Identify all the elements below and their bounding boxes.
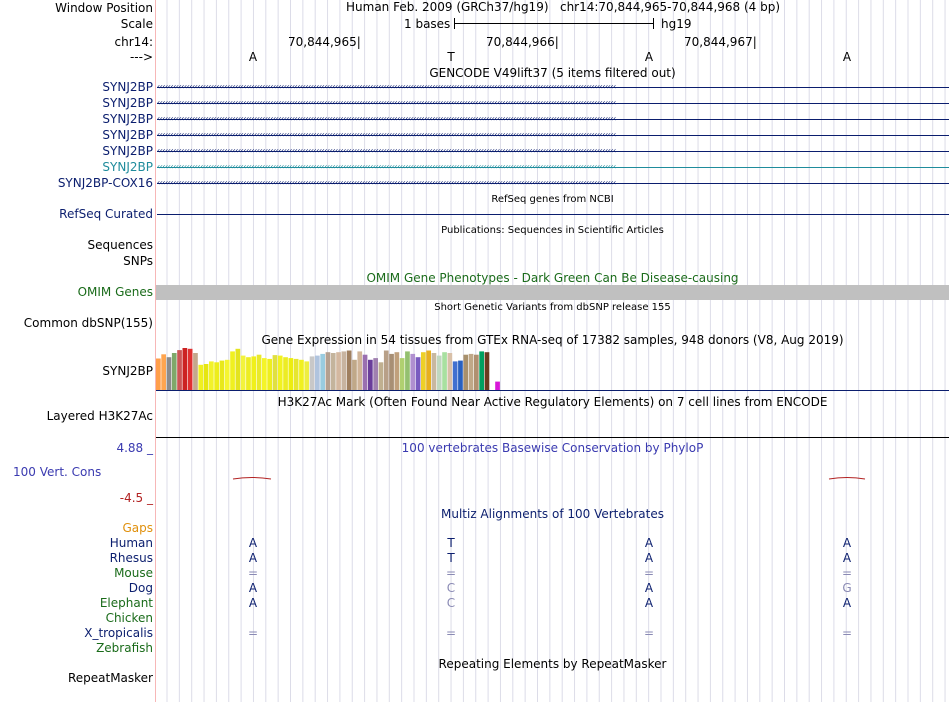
alignment-base: = [445,626,457,640]
gtex-bar[interactable] [257,355,262,390]
gtex-bar[interactable] [453,361,458,390]
gtex-bar[interactable] [310,356,315,390]
gtex-bar[interactable] [426,351,431,391]
alignment-base: = [247,566,259,580]
omim-bar[interactable] [156,285,949,300]
species-label[interactable]: Human [109,536,153,550]
strand-arrows: ‹‹‹‹‹‹‹‹‹‹‹‹‹‹‹‹‹‹‹‹‹‹‹‹‹‹‹‹‹‹‹‹‹‹‹‹‹‹‹‹‹‹‹‹‹‹‹‹‹‹‹‹‹‹‹‹‹‹‹‹‹‹‹‹‹‹‹‹‹‹‹‹‹‹‹‹‹‹‹‹‹‹‹‹‹‹‹‹‹‹‹‹‹‹‹‹‹‹‹‹‹‹‹‹‹‹‹‹‹‹‹‹‹‹‹‹‹‹‹‹‹‹‹‹‹‹‹‹‹‹‹‹‹‹‹‹‹‹‹‹‹‹‹‹‹‹‹‹‹‹‹‹‹‹‹‹‹‹‹‹‹‹‹‹‹‹‹‹‹‹ [157,178,616,187]
gtex-bar[interactable] [368,360,373,390]
h3k27ac-baseline [156,437,949,438]
gtex-bar[interactable] [395,352,400,390]
ref-base: A [842,50,852,64]
alignment-base: = [841,566,853,580]
gtex-bar[interactable] [278,356,283,390]
gtex-bar[interactable] [448,353,453,390]
strand-arrows: ‹‹‹‹‹‹‹‹‹‹‹‹‹‹‹‹‹‹‹‹‹‹‹‹‹‹‹‹‹‹‹‹‹‹‹‹‹‹‹‹‹‹‹‹‹‹‹‹‹‹‹‹‹‹‹‹‹‹‹‹‹‹‹‹‹‹‹‹‹‹‹‹‹‹‹‹‹‹‹‹‹‹‹‹‹‹‹‹‹‹‹‹‹‹‹‹‹‹‹‹‹‹‹‹‹‹‹‹‹‹‹‹‹‹‹‹‹‹‹‹‹‹‹‹‹‹‹‹‹‹‹‹‹‹‹‹‹‹‹‹‹‹‹‹‹‹‹‹‹‹‹‹‹‹‹‹‹‹‹‹‹‹‹‹‹‹‹‹‹‹ [157,82,616,91]
alignment-base: A [644,581,654,595]
gtex-bar[interactable] [357,351,362,390]
gtex-bar[interactable] [262,358,267,390]
gtex-bar[interactable] [177,350,182,390]
alignment-base: A [248,581,258,595]
gencode-gene-label[interactable]: SYNJ2BP [102,112,153,126]
scale-db: hg19 [661,17,692,31]
ref-base: A [248,50,258,64]
gencode-gene-label[interactable]: SYNJ2BP [102,128,153,142]
omim-title: OMIM Gene Phenotypes - Dark Green Can Be Disease-causing [366,271,739,285]
gtex-bar-chart[interactable] [156,348,536,390]
gtex-bar[interactable] [384,351,389,391]
scale-value: 1 bases [404,17,451,31]
gtex-bar[interactable] [198,365,203,390]
gtex-bar[interactable] [458,361,463,390]
window-position-label: Window Position [55,1,153,15]
alignment-base: C [446,596,456,610]
gtex-divider [156,390,949,391]
species-label[interactable]: Dog [128,581,153,595]
gtex-bar[interactable] [220,361,225,390]
gtex-bar[interactable] [336,352,341,390]
gtex-bar[interactable] [347,351,352,391]
position-range: chr14:70,844,965-70,844,968 (4 bp) [559,0,781,14]
refseq-title: RefSeq genes from NCBI [491,194,614,205]
repeatmasker-label[interactable]: RepeatMasker [67,671,153,685]
gtex-bar[interactable] [230,351,235,390]
dbsnp-title: Short Genetic Variants from dbSNP release 155 [434,302,671,313]
ref-base: T [447,50,455,64]
h3k27ac-label[interactable]: Layered H3K27Ac [46,409,153,423]
gtex-title: Gene Expression in 54 tissues from GTEx RNA-seq of 17382 samples, 948 donors (V8, Aug 2019) [261,333,844,347]
strand-arrows: ‹‹‹‹‹‹‹‹‹‹‹‹‹‹‹‹‹‹‹‹‹‹‹‹‹‹‹‹‹‹‹‹‹‹‹‹‹‹‹‹‹‹‹‹‹‹‹‹‹‹‹‹‹‹‹‹‹‹‹‹‹‹‹‹‹‹‹‹‹‹‹‹‹‹‹‹‹‹‹‹‹‹‹‹‹‹‹‹‹‹‹‹‹‹‹‹‹‹‹‹‹‹‹‹‹‹‹‹‹‹‹‹‹‹‹‹‹‹‹‹‹‹‹‹‹‹‹‹‹‹‹‹‹‹‹‹‹‹‹‹‹‹‹‹‹‹‹‹‹‹‹‹‹‹‹‹‹‹‹‹‹‹‹‹‹‹‹‹‹‹ [157,146,616,155]
multiz-title: Multiz Alignments of 100 Vertebrates [440,507,665,521]
gtex-bar[interactable] [289,358,294,390]
refseq-gene-line[interactable] [157,214,949,215]
gtex-bar[interactable] [304,361,309,390]
gtex-bar[interactable] [299,360,304,390]
sequences-label[interactable]: Sequences [87,238,153,252]
cons-min-label: -4.5 _ [119,491,153,505]
gtex-bar[interactable] [469,354,474,390]
scale-label: Scale [120,17,153,31]
gtex-bar[interactable] [251,356,256,390]
cons-plot[interactable] [156,470,949,490]
gtex-bar[interactable] [373,358,378,390]
alignment-base: A [842,551,852,565]
h3k27ac-title: H3K27Ac Mark (Often Found Near Active Regulatory Elements) on 7 cell lines from ENCODE [277,395,828,409]
gtex-bar[interactable] [485,352,490,390]
gencode-title: GENCODE V49lift37 (5 items filtered out) [429,66,676,80]
strand-arrows: ‹‹‹‹‹‹‹‹‹‹‹‹‹‹‹‹‹‹‹‹‹‹‹‹‹‹‹‹‹‹‹‹‹‹‹‹‹‹‹‹‹‹‹‹‹‹‹‹‹‹‹‹‹‹‹‹‹‹‹‹‹‹‹‹‹‹‹‹‹‹‹‹‹‹‹‹‹‹‹‹‹‹‹‹‹‹‹‹‹‹‹‹‹‹‹‹‹‹‹‹‹‹‹‹‹‹‹‹‹‹‹‹‹‹‹‹‹‹‹‹‹‹‹‹‹‹‹‹‹‹‹‹‹‹‹‹‹‹‹‹‹‹‹‹‹‹‹‹‹‹‹‹‹‹‹‹‹‹‹‹‹‹‹‹‹‹‹‹‹‹ [157,162,616,171]
cons-max-label: 4.88 _ [116,441,153,455]
gtex-bar[interactable] [193,353,198,390]
alignment-base: A [644,596,654,610]
strand-arrows: ‹‹‹‹‹‹‹‹‹‹‹‹‹‹‹‹‹‹‹‹‹‹‹‹‹‹‹‹‹‹‹‹‹‹‹‹‹‹‹‹‹‹‹‹‹‹‹‹‹‹‹‹‹‹‹‹‹‹‹‹‹‹‹‹‹‹‹‹‹‹‹‹‹‹‹‹‹‹‹‹‹‹‹‹‹‹‹‹‹‹‹‹‹‹‹‹‹‹‹‹‹‹‹‹‹‹‹‹‹‹‹‹‹‹‹‹‹‹‹‹‹‹‹‹‹‹‹‹‹‹‹‹‹‹‹‹‹‹‹‹‹‹‹‹‹‹‹‹‹‹‹‹‹‹‹‹‹‹‹‹‹‹‹‹‹‹‹‹‹‹ [157,114,616,123]
gtex-bar[interactable] [442,352,447,390]
snps-label[interactable]: SNPs [123,254,153,268]
assembly-name: Human Feb. 2009 (GRCh37/hg19) [346,0,549,14]
cons-title: 100 vertebrates Basewise Conservation by PhyloP [401,441,704,455]
gencode-gene-label[interactable]: SYNJ2BP-COX16 [57,176,153,190]
alignment-base: G [842,581,852,595]
gtex-bar[interactable] [188,349,193,390]
gtex-bar[interactable] [283,357,288,390]
species-label[interactable]: Zebrafish [96,641,153,655]
gtex-bar[interactable] [294,359,299,390]
strand-arrows: ‹‹‹‹‹‹‹‹‹‹‹‹‹‹‹‹‹‹‹‹‹‹‹‹‹‹‹‹‹‹‹‹‹‹‹‹‹‹‹‹‹‹‹‹‹‹‹‹‹‹‹‹‹‹‹‹‹‹‹‹‹‹‹‹‹‹‹‹‹‹‹‹‹‹‹‹‹‹‹‹‹‹‹‹‹‹‹‹‹‹‹‹‹‹‹‹‹‹‹‹‹‹‹‹‹‹‹‹‹‹‹‹‹‹‹‹‹‹‹‹‹‹‹‹‹‹‹‹‹‹‹‹‹‹‹‹‹‹‹‹‹‹‹‹‹‹‹‹‹‹‹‹‹‹‹‹‹‹‹‹‹‹‹‹‹‹‹‹‹‹ [157,130,616,139]
refseq-label[interactable]: RefSeq Curated [59,207,153,221]
gtex-bar[interactable] [167,357,172,390]
repeatmasker-title: Repeating Elements by RepeatMasker [438,657,667,671]
gtex-bar[interactable] [204,364,209,390]
species-label[interactable]: Rhesus [109,551,153,565]
alignment-base: A [248,596,258,610]
gtex-bar[interactable] [352,360,357,390]
strand-arrows: ‹‹‹‹‹‹‹‹‹‹‹‹‹‹‹‹‹‹‹‹‹‹‹‹‹‹‹‹‹‹‹‹‹‹‹‹‹‹‹‹‹‹‹‹‹‹‹‹‹‹‹‹‹‹‹‹‹‹‹‹‹‹‹‹‹‹‹‹‹‹‹‹‹‹‹‹‹‹‹‹‹‹‹‹‹‹‹‹‹‹‹‹‹‹‹‹‹‹‹‹‹‹‹‹‹‹‹‹‹‹‹‹‹‹‹‹‹‹‹‹‹‹‹‹‹‹‹‹‹‹‹‹‹‹‹‹‹‹‹‹‹‹‹‹‹‹‹‹‹‹‹‹‹‹‹‹‹‹‹‹‹‹‹‹‹‹‹‹‹‹ [157,98,616,107]
alignment-base: A [644,536,654,550]
species-label[interactable]: X_tropicalis [84,626,153,640]
gtex-bar[interactable] [161,354,166,390]
gtex-bar[interactable] [416,357,421,390]
gtex-bar[interactable] [437,356,442,390]
gtex-bar[interactable] [379,362,384,390]
assembly-title[interactable] [346,0,780,14]
alignment-base: T [447,536,455,550]
gencode-gene-label[interactable]: SYNJ2BP [102,96,153,110]
gtex-bar[interactable] [183,348,188,390]
alignment-base: = [643,566,655,580]
gtex-bar[interactable] [400,358,405,390]
gtex-bar[interactable] [474,355,479,390]
coord-tick: 70,844,966| [486,35,559,49]
ref-base: A [644,50,654,64]
gaps-label[interactable]: Gaps [122,521,153,535]
gencode-gene-label[interactable]: SYNJ2BP [102,80,153,94]
gtex-bar[interactable] [463,355,468,390]
gtex-bar[interactable] [331,353,336,390]
alignment-base: C [446,581,456,595]
cons-label[interactable]: 100 Vert. Cons [13,465,102,479]
gencode-gene-label[interactable]: SYNJ2BP [102,144,153,158]
alignment-base: A [842,596,852,610]
strand-label: ---> [129,50,153,64]
alignment-base: = [841,626,853,640]
alignment-base: = [247,626,259,640]
gtex-bar[interactable] [209,361,214,390]
species-label[interactable]: Elephant [99,596,153,610]
gtex-bar[interactable] [342,351,347,390]
gtex-bar[interactable] [236,349,241,390]
chr-label: chr14: [114,35,153,49]
gtex-bar[interactable] [421,352,426,390]
omim-label[interactable]: OMIM Genes [77,285,153,299]
alignment-base: A [842,536,852,550]
species-label[interactable]: Chicken [105,611,153,625]
coord-tick: 70,844,965| [288,35,361,49]
gtex-bar[interactable] [410,354,415,390]
publications-title: Publications: Sequences in Scientific Articles [441,225,664,236]
gtex-bar[interactable] [214,362,219,390]
gtex-bar[interactable] [246,357,251,390]
alignment-base: A [644,551,654,565]
alignment-base: = [445,566,457,580]
gtex-bar[interactable] [363,355,368,390]
dbsnp-label[interactable]: Common dbSNP(155) [23,316,153,330]
gtex-bar[interactable] [241,356,246,390]
alignment-base: = [643,626,655,640]
gencode-gene-label[interactable]: SYNJ2BP [102,160,153,174]
gtex-label[interactable]: SYNJ2BP [102,364,153,378]
gtex-bar[interactable] [326,352,331,390]
gtex-bar[interactable] [225,360,230,390]
species-label[interactable]: Mouse [114,566,153,580]
alignment-base: A [248,551,258,565]
gtex-bar[interactable] [320,354,325,390]
scale-bar [454,18,654,29]
alignment-base: A [248,536,258,550]
gtex-bar[interactable] [156,359,161,391]
gtex-bar[interactable] [495,382,500,390]
coord-tick: 70,844,967| [684,35,757,49]
gtex-bar[interactable] [479,351,484,390]
gtex-bar[interactable] [432,353,437,390]
gtex-bar[interactable] [405,351,410,390]
gtex-bar[interactable] [389,354,394,390]
gtex-bar[interactable] [267,359,272,390]
gtex-bar[interactable] [315,356,320,390]
alignment-base: T [447,551,455,565]
gtex-bar[interactable] [273,355,278,390]
gtex-bar[interactable] [172,353,177,390]
